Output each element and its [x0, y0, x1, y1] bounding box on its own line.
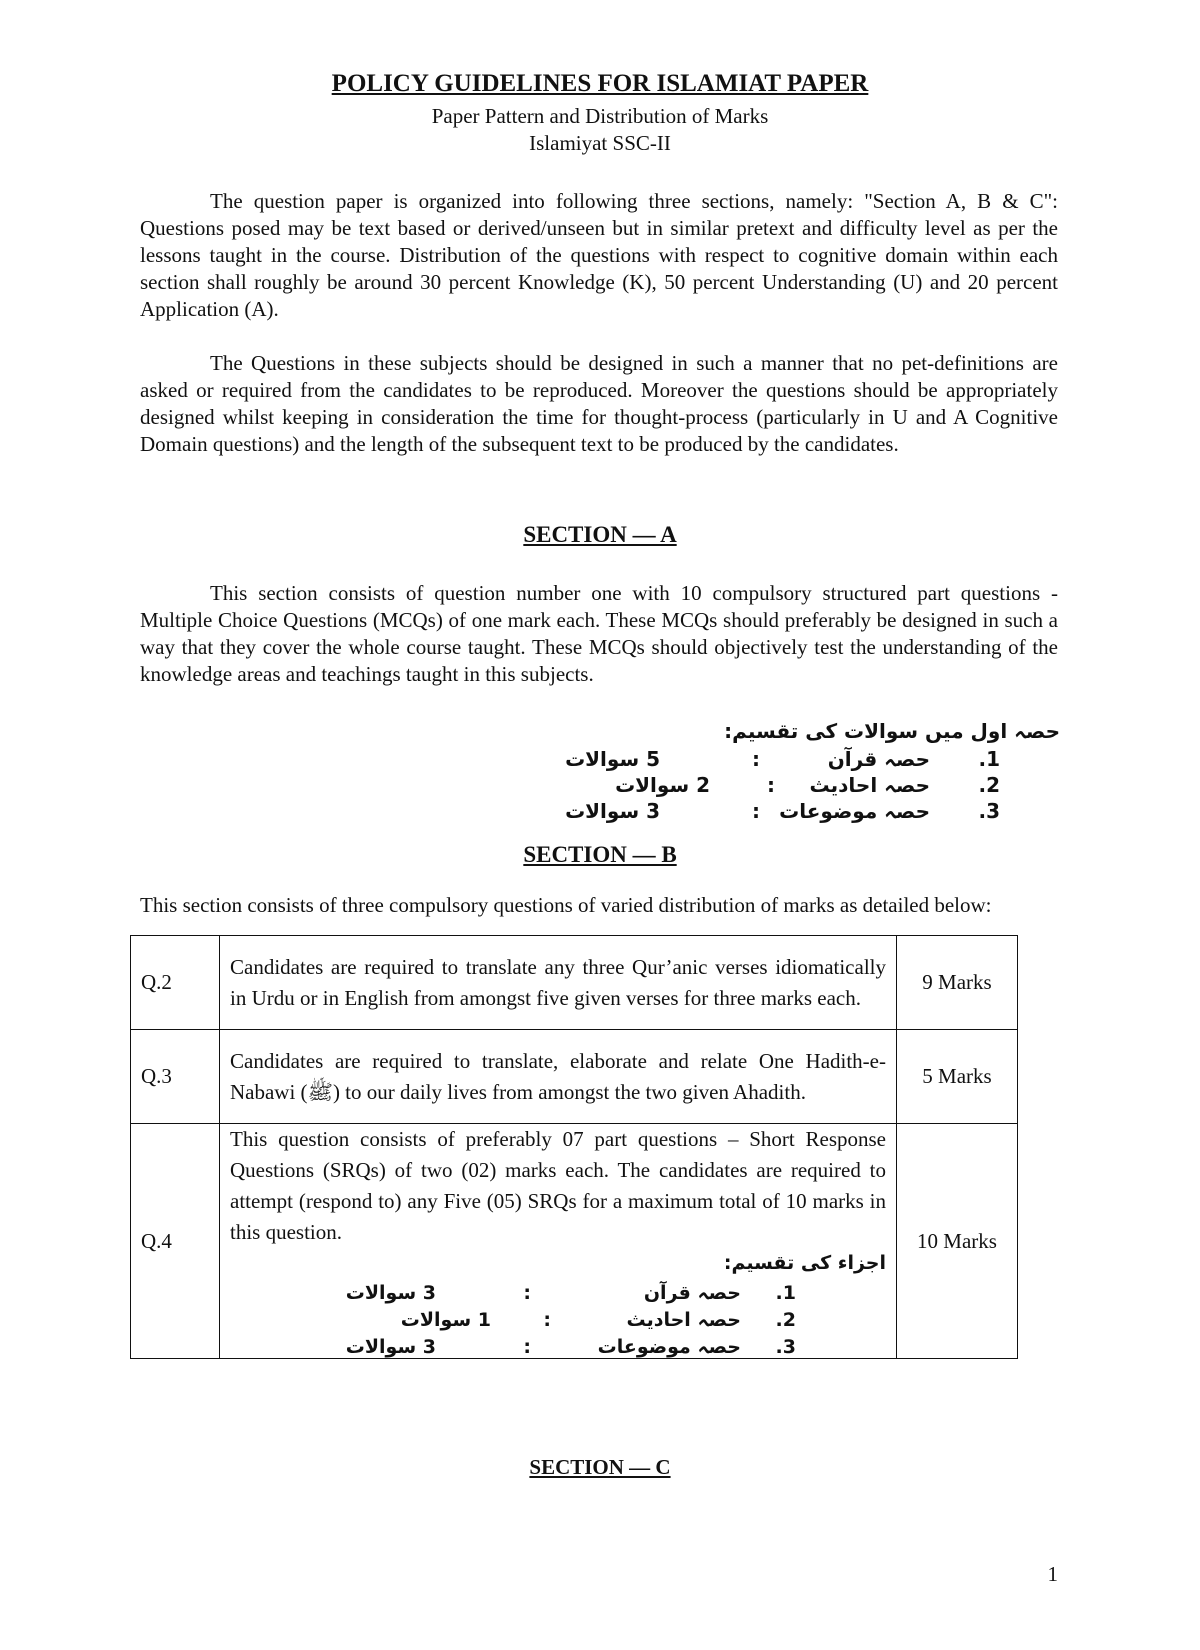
row-count: 1 سوالات: [400, 1309, 491, 1331]
q4-urdu-heading: اجزاء کی تقسیم:: [723, 1252, 886, 1274]
row-count: 3 سوالات: [345, 1336, 436, 1358]
row-colon: :: [523, 1282, 531, 1304]
question-marks: 9 Marks: [897, 936, 1018, 1030]
q4-urdu-row-3: [230, 1332, 886, 1358]
q4-urdu-row-1: [230, 1278, 886, 1304]
row-part: حصہ احادیث: [809, 773, 930, 797]
question-description: This question consists of preferably 07 part questions – Short Response Questions (SRQs) of two (02) marks each. The candidates are required to attempt (respond to) any Five (05) SRQs for a maximum total of 10 marks in this question.: [230, 1127, 886, 1244]
section-a-urdu-heading: حصہ اول میں سوالات کی تقسیم:: [724, 719, 1060, 743]
question-number: Q.2: [131, 936, 220, 1030]
section-b-intro: This section consists of three compulsory questions of varied distribution of marks as detailed below:: [140, 893, 992, 917]
intro-paragraph-1-block: [140, 188, 1058, 323]
question-marks: 5 Marks: [897, 1030, 1018, 1124]
row-colon: :: [767, 773, 775, 797]
question-number: Q.3: [131, 1030, 220, 1124]
section-a-urdu-row-1: [540, 747, 1000, 773]
q4-urdu-breakdown: [230, 1248, 886, 1358]
row-colon: :: [543, 1309, 551, 1331]
row-number: 3.: [978, 799, 1000, 823]
section-b-heading: SECTION — B: [523, 842, 677, 867]
question-number: Q.4: [131, 1124, 220, 1359]
page-title: POLICY GUIDELINES FOR ISLAMIAT PAPER: [331, 70, 869, 97]
page-number: 1: [1047, 1562, 1058, 1586]
row-colon: :: [752, 799, 760, 823]
marks-distribution-table: [130, 935, 1018, 1359]
section-a-paragraph: This section consists of question number one with 10 compulsory structured part questions - Multiple Choice Questions (MCQs) of one mark each. These MCQs should preferably be designed in such a way that they cover the whole course taught. These MCQs should objectively test the understanding of the knowledge areas and teachings taught in this subjects.: [140, 581, 1058, 686]
row-number: 1.: [978, 747, 1000, 771]
row-part: حصہ موضوعات: [597, 1336, 741, 1358]
row-count: 5 سوالات: [565, 747, 660, 771]
intro-paragraph-1: The question paper is organized into following three sections, namely: "Section A, B & C": Questions posed may be text based or derived/unseen but in similar pretext and difficulty level as per the lessons taught in the course. Distribution of the questions with respect to cognitive domain within each section shall roughly be around 30 percent Knowledge (K), 50 percent Understanding (U) and 20 percent Application (A).: [140, 189, 1058, 321]
row-number: 1.: [775, 1282, 796, 1304]
table-row: [131, 936, 1018, 1030]
row-number: 2.: [775, 1309, 796, 1331]
question-description: Candidates are required to translate any three Qur’anic verses idiomatically in Urdu or in English from amongst five given verses for three marks each.: [220, 936, 897, 1030]
row-part: حصہ قرآن: [643, 1282, 741, 1304]
row-number: 3.: [775, 1336, 796, 1358]
section-a-urdu-row-2: [540, 773, 1000, 799]
intro-paragraph-2: The Questions in these subjects should be designed in such a manner that no pet-definitions are asked or required from the candidates to be reproduced. Moreover the questions should be appropriately designed whilst keeping in consideration the time for thought-process (particularly in U and A Cognitive Domain questions) and the length of the subsequent text to be produced by the candidates.: [140, 351, 1058, 456]
section-a-paragraph-block: [140, 580, 1058, 688]
row-part: حصہ قرآن: [827, 747, 930, 771]
question-description-cell: [220, 1124, 897, 1359]
row-count: 3 سوالات: [345, 1282, 436, 1304]
row-part: حصہ احادیث: [626, 1309, 741, 1331]
section-c-heading: SECTION — C: [529, 1455, 671, 1479]
question-marks: 10 Marks: [897, 1124, 1018, 1359]
row-colon: :: [523, 1336, 531, 1358]
row-count: 2 سوالات: [615, 773, 710, 797]
section-a-urdu-row-3: [540, 799, 1000, 825]
intro-paragraph-2-block: [140, 350, 1058, 458]
question-description: Candidates are required to translate, elaborate and relate One Hadith-e-Nabawi (ﷺ) to our daily lives from amongst the two given Ahadith.: [220, 1030, 897, 1124]
q4-urdu-row-2: [230, 1305, 886, 1331]
table-row: [131, 1124, 1018, 1359]
row-count: 3 سوالات: [565, 799, 660, 823]
table-row: [131, 1030, 1018, 1124]
row-part: حصہ موضوعات: [779, 799, 930, 823]
section-a-heading: SECTION — A: [523, 522, 677, 547]
row-colon: :: [752, 747, 760, 771]
subtitle-course: Islamiyat SSC-II: [529, 131, 671, 155]
row-number: 2.: [978, 773, 1000, 797]
subtitle-paper-pattern: Paper Pattern and Distribution of Marks: [431, 104, 769, 128]
